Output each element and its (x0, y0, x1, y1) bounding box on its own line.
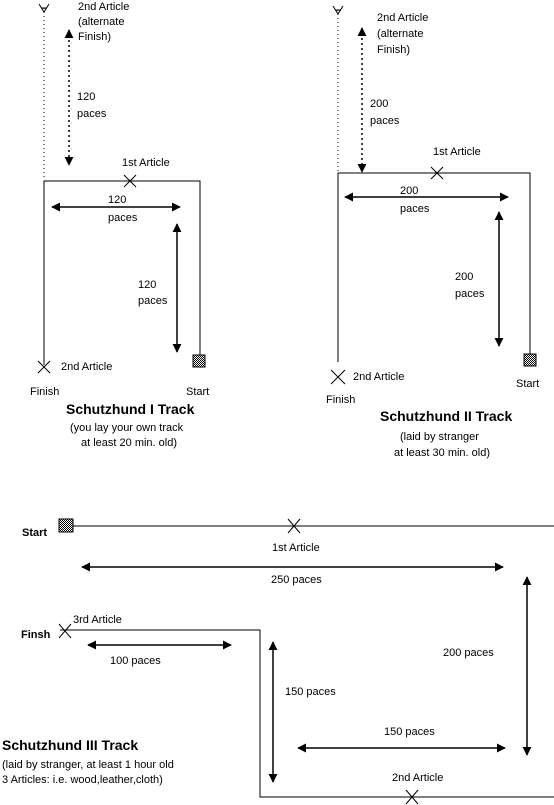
track3-150-horizontal-label: 150 paces (384, 726, 435, 738)
track1-top-dist-value: 120 (108, 194, 127, 206)
track2-start-marker (524, 354, 536, 366)
track2-start-label: Start (516, 378, 540, 390)
track1-alt-finish-label-3: Finish) (78, 31, 112, 43)
track3-start-marker (59, 519, 73, 532)
track1-finish-label: Finish (30, 386, 60, 398)
track2-alt-finish-marker (333, 6, 343, 14)
track3-diagram (2, 519, 554, 804)
track2-second-article-label: 2nd Article (353, 371, 405, 383)
track1-alt-finish-label-1: 2nd Article (78, 1, 130, 13)
track2-second-article-marker (331, 370, 345, 384)
track2-alt-finish-label-2: (alternate (377, 28, 424, 40)
track1-alt-dist-unit: paces (77, 108, 107, 120)
track2-top-dist-unit: paces (400, 203, 430, 215)
track1-start-label: Start (186, 386, 210, 398)
track1-diagram (30, 1, 209, 449)
track2-alt-dist-unit: paces (370, 115, 400, 127)
track1-subtitle-1: (you lay your own track (70, 422, 184, 434)
track1-first-article-label: 1st Article (122, 157, 170, 169)
track2-alt-finish-label-1: 2nd Article (377, 12, 429, 24)
track3-subtitle-2: 3 Articles: i.e. wood,leather,cloth) (2, 774, 163, 786)
track1-title: Schutzhund I Track (66, 401, 195, 417)
track3-title: Schutzhund III Track (2, 737, 139, 753)
track3-250-dist-label: 250 paces (271, 574, 322, 586)
track1-second-article-label: 2nd Article (61, 361, 113, 373)
track3-third-article-label: 3rd Article (73, 614, 122, 626)
track2-path (338, 173, 530, 362)
track1-right-dist-unit: paces (138, 295, 168, 307)
track2-diagram (326, 6, 539, 459)
track2-finish-label: Finish (326, 394, 356, 406)
track2-alt-dist-value: 200 (370, 98, 389, 110)
track1-alt-finish-label-2: (alternate (78, 16, 125, 28)
track2-right-dist-value: 200 (455, 271, 474, 283)
track3-third-article-marker (59, 624, 71, 638)
track1-start-marker (193, 355, 205, 367)
track3-first-article-label: 1st Article (272, 542, 320, 554)
track3-finish-label: Finsh (21, 629, 51, 641)
track2-alt-finish-label-3: Finish) (377, 44, 411, 56)
track1-alt-finish-marker (39, 4, 49, 12)
track3-150-vertical-label: 150 paces (285, 686, 336, 698)
track2-right-dist-unit: paces (455, 288, 485, 300)
track3-200-dist-label: 200 paces (443, 647, 494, 659)
track3-100-dist-label: 100 paces (110, 655, 161, 667)
track1-top-dist-unit: paces (108, 212, 138, 224)
track2-title: Schutzhund II Track (380, 408, 513, 424)
track2-top-dist-value: 200 (400, 185, 419, 197)
track3-subtitle-1: (laid by stranger, at least 1 hour old (2, 759, 174, 771)
track2-first-article-label: 1st Article (433, 146, 481, 158)
track2-subtitle-2: at least 30 min. old) (394, 447, 490, 459)
track1-right-dist-value: 120 (138, 279, 157, 291)
track1-subtitle-2: at least 20 min. old) (81, 437, 177, 449)
track2-subtitle-1: (laid by stranger (400, 431, 479, 443)
track3-start-label: Start (22, 527, 48, 539)
track3-second-article-label: 2nd Article (392, 772, 444, 784)
track1-alt-dist-value: 120 (77, 91, 96, 103)
